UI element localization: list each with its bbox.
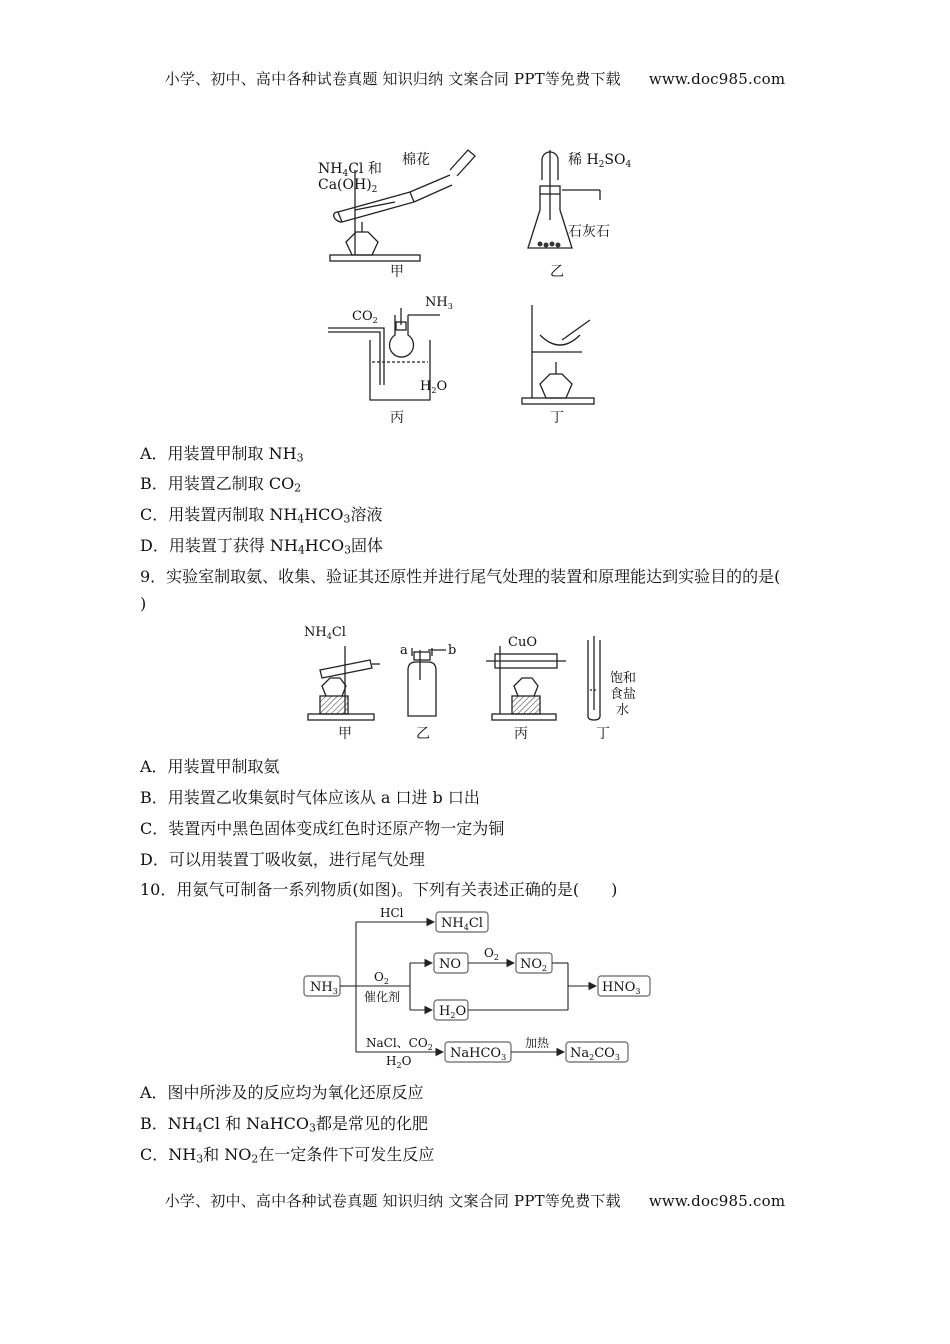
q9-bing-label: 丙: [514, 726, 528, 742]
q9-apparatus-svg: [300, 620, 660, 745]
jia-label: 甲: [390, 264, 404, 280]
q8-option-d: D．用装置丁获得 $NH_4HCO_3$固体: [140, 536, 384, 557]
q10-catalyst-label: 催化剂: [364, 990, 401, 1004]
q9-option-c: C．装置丙中黑色固体变成红色时还原产物一定为铜: [140, 819, 505, 838]
q10-nh3-node: $NH_3$: [310, 980, 338, 996]
limestone-label: 石灰石: [568, 224, 610, 240]
q9-brine-label-3: 水: [616, 703, 630, 718]
q8-option-a: A．用装置甲制取 $NH_3$: [140, 444, 304, 465]
q10-h2o-node: $H_2O$: [439, 1004, 467, 1020]
cotton-label: 棉花: [402, 152, 430, 168]
jia-reagent2-label: $Ca(OH)_2$: [318, 177, 378, 195]
q8-figure: [300, 140, 660, 430]
q8-option-b: B．用装置乙制取 $CO_2$: [140, 474, 302, 495]
q9-yi-label: 乙: [416, 726, 430, 742]
q9-brine-label-1: 饱和: [610, 671, 637, 686]
q9-brine-label-2: 食盐: [610, 687, 637, 702]
q10-h2o-cond-label: $H_2O$: [386, 1054, 412, 1070]
q10-nahco3-node: NaHCO$_3$: [450, 1046, 507, 1062]
q10-o2-label: $O_2$: [374, 970, 389, 986]
q10-o2-top-label: $O_2$: [484, 946, 499, 962]
q10-option-c: C．$NH_3$和 $NO_2$在一定条件下可发生反应: [140, 1145, 435, 1166]
bing-nh3-label: $NH_3$: [425, 295, 453, 311]
q9-option-a: A．用装置甲制取氨: [140, 757, 280, 776]
yi-acid-label: 稀 $H_2SO_4$: [568, 152, 632, 170]
q9-option-d: D．可以用装置丁吸收氨，进行尾气处理: [140, 850, 425, 869]
q8-apparatus-svg: [300, 140, 660, 430]
q10-hno3-node: $HNO_3$: [602, 980, 641, 996]
q9-jia-label: 甲: [338, 726, 352, 742]
q9-ding-label: 丁: [596, 726, 610, 742]
q10-hcl-label: HCl: [380, 906, 404, 920]
q10-option-b: B．$NH_4Cl$ 和 NaHCO$_3$都是常见的化肥: [140, 1114, 428, 1135]
q9-cuo-label: CuO: [508, 635, 537, 650]
ding-label: 丁: [550, 410, 564, 426]
q10-heat-label: 加热: [525, 1036, 550, 1050]
jia-reagent-label: $NH_4Cl$ 和: [318, 161, 382, 179]
q9-stem-line2: ): [140, 594, 147, 613]
q10-nacl-co2-label: NaCl、$CO_2$: [366, 1036, 433, 1052]
q9-stem-line1: 9．实验室制取氨、收集、验证其还原性并进行尾气处理的装置和原理能达到实验目的的是(: [140, 567, 781, 586]
bing-co2-label: $CO_2$: [352, 309, 378, 325]
q9-figure: [300, 620, 660, 745]
q10-no2-node: $NO_2$: [520, 957, 548, 973]
q10-flow-svg: [300, 905, 660, 1070]
q9-nh4cl-label: $NH_4Cl$: [304, 625, 346, 641]
q9-option-b: B．用装置乙收集氨时气体应该从 a 口进 b 口出: [140, 788, 480, 807]
bing-label: 丙: [390, 410, 404, 426]
page-footer: 小学、初中、高中各种试卷真题 知识归纳 文案合同 PPT等免费下载 www.doc985.com: [164, 1192, 786, 1210]
q9-port-b: b: [448, 643, 457, 658]
q10-na2co3-node: $Na_2CO_3$: [570, 1046, 620, 1062]
q10-stem: 10．用氨气可制备一系列物质(如图)。下列有关表述正确的是( ): [140, 880, 618, 899]
q10-nh4cl-node: $NH_4Cl$: [441, 916, 483, 932]
q10-diagram: [300, 905, 660, 1070]
bing-water-label: $H_2O$: [420, 379, 448, 395]
page-header: 小学、初中、高中各种试卷真题 知识归纳 文案合同 PPT等免费下载 www.doc985.com: [164, 70, 786, 88]
q9-port-a: a: [400, 643, 408, 658]
q10-no-node: NO: [439, 957, 462, 972]
q10-option-a: A．图中所涉及的反应均为氧化还原反应: [140, 1083, 424, 1102]
yi-label: 乙: [550, 264, 564, 280]
q8-option-c: C．用装置丙制取 $NH_4HCO_3$溶液: [140, 505, 383, 526]
